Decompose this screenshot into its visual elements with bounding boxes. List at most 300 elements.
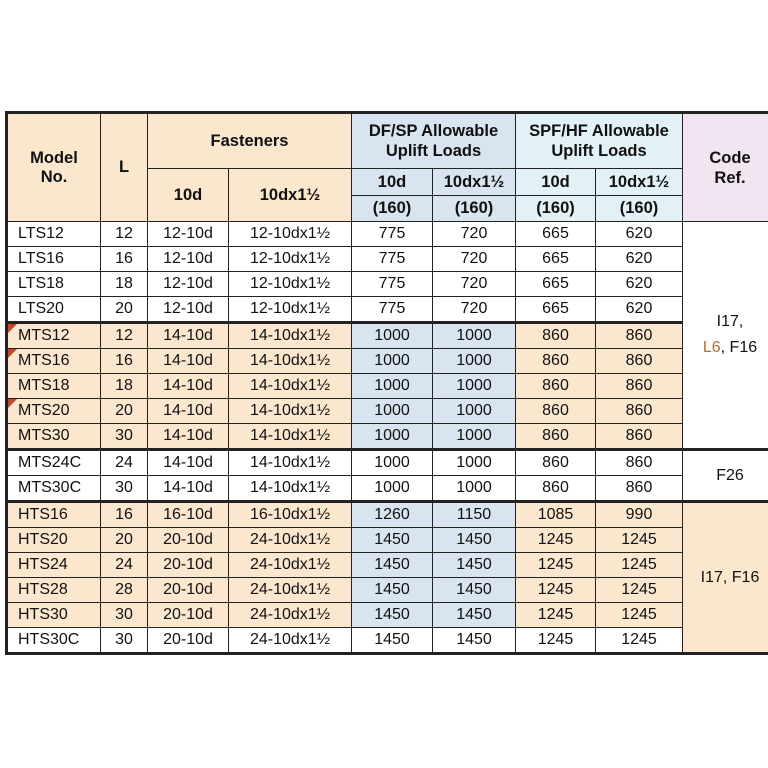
length-cell-text: 20 — [115, 300, 133, 317]
fastener-10d-cell-text: 20-10d — [163, 556, 213, 573]
header-df-10d: 10d — [352, 169, 433, 196]
df-10dx-load-cell-text: 1150 — [456, 506, 492, 523]
spf-10d-load-cell-text: 860 — [542, 427, 569, 444]
fastener-10dx-cell — [229, 349, 352, 374]
fastener-10dx-cell-text: 12-10dx1½ — [249, 275, 331, 292]
table-row — [7, 424, 768, 450]
fastener-10d-cell — [148, 349, 229, 374]
fastener-10d-cell-text: 14-10d — [163, 402, 213, 419]
spf-10dx-load-cell-text: 990 — [625, 506, 653, 523]
fastener-10d-cell — [148, 578, 229, 603]
df-10dx-load-cell — [433, 628, 516, 654]
model-cell — [7, 603, 101, 628]
spf-10d-load-cell-text: 860 — [542, 479, 569, 496]
fastener-10dx-cell-text: 14-10dx1½ — [249, 377, 331, 394]
table-row — [7, 349, 768, 374]
df-10dx-load-cell — [433, 399, 516, 424]
df-10d-load-cell — [352, 323, 433, 349]
fastener-10d-cell — [148, 222, 229, 247]
code-ref-f26: F26 — [716, 466, 744, 484]
header-fast-10d: 10d — [148, 169, 229, 222]
df-10dx-load-cell — [433, 603, 516, 628]
spf-10d-load-cell — [516, 450, 596, 476]
length-cell — [101, 603, 148, 628]
spf-10dx-load-cell — [596, 502, 683, 528]
header-code-ref: Code Ref. — [683, 113, 768, 222]
spf-10dx-load-cell — [596, 247, 683, 272]
model-cell-text: MTS30 — [18, 427, 70, 444]
length-cell-text: 18 — [115, 377, 133, 394]
table-row — [7, 222, 768, 247]
fastener-10dx-cell — [229, 399, 352, 424]
spf-10dx-load-cell-text: 620 — [625, 250, 653, 267]
fastener-10dx-cell — [229, 323, 352, 349]
df-10d-load-cell-text: 1450 — [374, 556, 410, 573]
length-cell — [101, 247, 148, 272]
new-product-marker-icon — [8, 324, 17, 333]
header-dfsp-loads: DF/SP Allowable Uplift Loads — [352, 113, 516, 169]
new-product-marker-icon — [8, 349, 17, 358]
df-10d-load-cell-text: 1000 — [374, 427, 410, 444]
table-row — [7, 502, 768, 528]
df-10dx-load-cell — [433, 272, 516, 297]
fastener-10d-cell-text: 12-10d — [163, 275, 213, 292]
header-length: L — [101, 113, 148, 222]
table-row — [7, 476, 768, 502]
table-row — [7, 247, 768, 272]
df-10d-load-cell-text: 775 — [378, 275, 406, 292]
spf-10d-load-cell — [516, 349, 596, 374]
fastener-10d-cell — [148, 450, 229, 476]
model-cell-text: HTS24 — [18, 556, 68, 573]
df-10d-load-cell-text: 1260 — [374, 506, 410, 523]
df-10dx-load-cell — [433, 502, 516, 528]
spf-10d-load-cell — [516, 374, 596, 399]
header-spfhf-loads: SPF/HF Allowable Uplift Loads — [516, 113, 683, 169]
spf-10d-load-cell-text: 665 — [542, 225, 569, 242]
model-cell-text: MTS30C — [18, 479, 82, 496]
fastener-10d-cell — [148, 424, 229, 450]
spf-10d-load-cell-text: 860 — [542, 377, 569, 394]
fastener-10dx-cell — [229, 272, 352, 297]
model-cell — [7, 578, 101, 603]
fastener-10dx-cell — [229, 578, 352, 603]
spf-10dx-load-cell-text: 620 — [625, 225, 653, 242]
spf-10d-load-cell — [516, 628, 596, 654]
spf-10dx-load-cell-text: 1245 — [621, 531, 657, 548]
spf-10d-load-cell — [516, 476, 596, 502]
length-cell-text: 30 — [115, 427, 133, 444]
fastener-10dx-cell — [229, 553, 352, 578]
length-cell-text: 12 — [115, 225, 133, 242]
df-10d-load-cell-text: 1450 — [374, 531, 410, 548]
spf-10dx-load-cell-text: 1245 — [621, 581, 657, 598]
length-cell-text: 24 — [115, 454, 133, 471]
table-row — [7, 450, 768, 476]
spf-10dx-load-cell-text: 860 — [625, 427, 653, 444]
model-cell — [7, 424, 101, 450]
df-10dx-load-cell — [433, 528, 516, 553]
spf-10d-load-cell — [516, 502, 596, 528]
spf-10dx-load-cell — [596, 628, 683, 654]
fastener-10d-cell — [148, 628, 229, 654]
spf-10dx-load-cell-text: 860 — [625, 327, 653, 344]
spf-10dx-load-cell — [596, 476, 683, 502]
length-cell-text: 12 — [115, 327, 133, 344]
spf-10d-load-cell-text: 1245 — [537, 531, 574, 548]
length-cell-text: 16 — [115, 352, 133, 369]
df-10dx-load-cell — [433, 424, 516, 450]
df-10dx-load-cell — [433, 578, 516, 603]
fastener-10d-cell — [148, 502, 229, 528]
spf-10dx-load-cell — [596, 272, 683, 297]
model-cell-text: MTS16 — [18, 352, 70, 369]
load-table-container — [5, 111, 768, 655]
header-fasteners: Fasteners — [148, 113, 352, 169]
spf-10d-load-cell — [516, 553, 596, 578]
df-10d-load-cell-text: 1450 — [374, 581, 410, 598]
spf-10dx-load-cell-text: 860 — [625, 454, 653, 471]
header-df-10dx-nail: (160) — [433, 196, 516, 222]
model-cell — [7, 528, 101, 553]
spf-10dx-load-cell — [596, 323, 683, 349]
length-cell — [101, 222, 148, 247]
df-10d-load-cell — [352, 476, 433, 502]
fastener-10d-cell — [148, 399, 229, 424]
fastener-10dx-cell-text: 14-10dx1½ — [249, 327, 331, 344]
fastener-10d-cell — [148, 297, 229, 323]
model-cell — [7, 297, 101, 323]
df-10dx-load-cell — [433, 323, 516, 349]
header-spf-10dx: 10dx1½ — [596, 169, 683, 196]
fastener-10dx-cell — [229, 424, 352, 450]
fastener-10d-cell-text: 14-10d — [163, 377, 213, 394]
fastener-10dx-cell — [229, 297, 352, 323]
code-ref-cell — [683, 222, 768, 450]
df-10dx-load-cell — [433, 476, 516, 502]
fastener-10d-cell-text: 12-10d — [163, 225, 213, 242]
header-spf-10dx-nail: (160) — [596, 196, 683, 222]
model-cell — [7, 222, 101, 247]
df-10d-load-cell — [352, 297, 433, 323]
df-10dx-load-cell-text: 1000 — [456, 352, 492, 369]
model-cell-text: LTS12 — [18, 225, 64, 242]
model-cell-text: HTS30C — [18, 631, 80, 648]
length-cell-text: 18 — [115, 275, 133, 292]
df-10d-load-cell — [352, 603, 433, 628]
spf-10d-load-cell — [516, 399, 596, 424]
df-10dx-load-cell-text: 1000 — [456, 377, 492, 394]
fastener-10d-cell-text: 20-10d — [163, 531, 213, 548]
spf-10d-load-cell-text: 1245 — [537, 606, 574, 623]
df-10d-load-cell — [352, 424, 433, 450]
spf-10d-load-cell — [516, 272, 596, 297]
fastener-10dx-cell-text: 14-10dx1½ — [249, 454, 331, 471]
model-cell — [7, 272, 101, 297]
df-10dx-load-cell-text: 1000 — [456, 454, 492, 471]
table-row — [7, 272, 768, 297]
model-cell — [7, 399, 101, 424]
length-cell — [101, 297, 148, 323]
df-10d-load-cell — [352, 553, 433, 578]
fastener-10dx-cell-text: 16-10dx1½ — [249, 506, 331, 523]
df-10d-load-cell — [352, 349, 433, 374]
new-product-marker-icon — [8, 399, 17, 408]
model-cell-text: LTS16 — [18, 250, 64, 267]
header-model: Model No. — [7, 113, 101, 222]
model-cell — [7, 450, 101, 476]
length-cell — [101, 323, 148, 349]
fastener-10d-cell — [148, 476, 229, 502]
uplift-load-table — [5, 111, 768, 655]
fastener-10dx-cell — [229, 528, 352, 553]
df-10dx-load-cell — [433, 222, 516, 247]
model-cell — [7, 323, 101, 349]
model-cell — [7, 476, 101, 502]
length-cell-text: 30 — [115, 479, 133, 496]
spf-10dx-load-cell — [596, 374, 683, 399]
df-10dx-load-cell — [433, 374, 516, 399]
fastener-10dx-cell-text: 14-10dx1½ — [249, 427, 331, 444]
header-spf-10d: 10d — [516, 169, 596, 196]
length-cell — [101, 528, 148, 553]
length-cell — [101, 476, 148, 502]
fastener-10dx-cell-text: 24-10dx1½ — [249, 531, 331, 548]
header-df-10dx: 10dx1½ — [433, 169, 516, 196]
fastener-10dx-cell — [229, 628, 352, 654]
fastener-10d-cell-text: 14-10d — [163, 479, 213, 496]
length-cell — [101, 424, 148, 450]
spf-10dx-load-cell — [596, 297, 683, 323]
df-10dx-load-cell-text: 1450 — [456, 581, 492, 598]
fastener-10dx-cell-text: 14-10dx1½ — [249, 402, 331, 419]
model-cell-text: MTS20 — [18, 402, 70, 419]
spf-10dx-load-cell — [596, 603, 683, 628]
spf-10d-load-cell — [516, 297, 596, 323]
spf-10d-load-cell-text: 860 — [542, 352, 569, 369]
spf-10dx-load-cell — [596, 528, 683, 553]
spf-10dx-load-cell — [596, 450, 683, 476]
spf-10dx-load-cell — [596, 553, 683, 578]
table-row — [7, 628, 768, 654]
table-row — [7, 399, 768, 424]
fastener-10dx-cell-text: 14-10dx1½ — [249, 352, 331, 369]
df-10dx-load-cell-text: 1000 — [456, 402, 492, 419]
table-row — [7, 553, 768, 578]
fastener-10d-cell-text: 14-10d — [163, 454, 213, 471]
df-10dx-load-cell — [433, 553, 516, 578]
df-10d-load-cell-text: 1000 — [374, 352, 410, 369]
model-cell-text: HTS20 — [18, 531, 68, 548]
df-10d-load-cell-text: 775 — [378, 225, 406, 242]
length-cell — [101, 628, 148, 654]
length-cell — [101, 399, 148, 424]
df-10d-load-cell-text: 1000 — [374, 377, 410, 394]
fastener-10dx-cell-text: 24-10dx1½ — [249, 606, 331, 623]
fastener-10d-cell — [148, 272, 229, 297]
fastener-10dx-cell-text: 12-10dx1½ — [249, 225, 331, 242]
spf-10d-load-cell — [516, 424, 596, 450]
fastener-10d-cell-text: 20-10d — [163, 581, 213, 598]
fastener-10dx-cell-text: 12-10dx1½ — [249, 300, 331, 317]
model-cell-text: HTS30 — [18, 606, 68, 623]
length-cell — [101, 272, 148, 297]
spf-10dx-load-cell-text: 860 — [625, 377, 653, 394]
code-ref-f16: , F16 — [720, 339, 758, 356]
df-10d-load-cell — [352, 272, 433, 297]
fastener-10dx-cell-text: 24-10dx1½ — [249, 631, 331, 648]
df-10d-load-cell — [352, 247, 433, 272]
spf-10d-load-cell-text: 860 — [542, 402, 569, 419]
spf-10d-load-cell-text: 1085 — [537, 506, 574, 523]
table-row — [7, 528, 768, 553]
fastener-10d-cell-text: 12-10d — [163, 250, 213, 267]
fastener-10dx-cell-text: 12-10dx1½ — [249, 250, 331, 267]
code-ref-i17: I17, — [716, 313, 744, 330]
df-10d-load-cell — [352, 578, 433, 603]
spf-10dx-load-cell-text: 1245 — [621, 606, 657, 623]
df-10d-load-cell-text: 775 — [378, 300, 406, 317]
model-cell — [7, 502, 101, 528]
fastener-10d-cell-text: 14-10d — [163, 327, 213, 344]
fastener-10dx-cell — [229, 502, 352, 528]
length-cell-text: 30 — [115, 631, 133, 648]
fastener-10d-cell-text: 14-10d — [163, 352, 213, 369]
length-cell — [101, 450, 148, 476]
table-row — [7, 297, 768, 323]
df-10dx-load-cell — [433, 247, 516, 272]
spf-10d-load-cell-text: 665 — [542, 275, 569, 292]
spf-10d-load-cell-text: 860 — [542, 454, 569, 471]
spf-10d-load-cell — [516, 578, 596, 603]
spf-10dx-load-cell — [596, 349, 683, 374]
fastener-10dx-cell — [229, 374, 352, 399]
df-10d-load-cell-text: 1450 — [374, 631, 410, 648]
model-cell-text: MTS24C — [18, 454, 82, 471]
table-row — [7, 603, 768, 628]
spf-10dx-load-cell-text: 620 — [625, 300, 653, 317]
model-cell-text: LTS18 — [18, 275, 64, 292]
model-cell — [7, 349, 101, 374]
length-cell — [101, 553, 148, 578]
fastener-10d-cell-text: 20-10d — [163, 631, 213, 648]
df-10d-load-cell — [352, 374, 433, 399]
header-spf-10d-nail: (160) — [516, 196, 596, 222]
fastener-10dx-cell — [229, 450, 352, 476]
df-10dx-load-cell-text: 1450 — [456, 531, 492, 548]
length-cell — [101, 578, 148, 603]
code-ref-l6: L6 — [702, 339, 721, 356]
model-cell-text: LTS20 — [18, 300, 64, 317]
fastener-10d-cell — [148, 528, 229, 553]
spf-10dx-load-cell-text: 620 — [625, 275, 653, 292]
df-10dx-load-cell-text: 1450 — [456, 631, 492, 648]
df-10d-load-cell-text: 1000 — [374, 327, 410, 344]
spf-10dx-load-cell — [596, 424, 683, 450]
table-row — [7, 374, 768, 399]
spf-10dx-load-cell-text: 1245 — [621, 631, 657, 648]
spf-10d-load-cell-text: 1245 — [537, 581, 574, 598]
length-cell-text: 30 — [115, 606, 133, 623]
spf-10dx-load-cell-text: 860 — [625, 352, 653, 369]
df-10dx-load-cell-text: 1450 — [456, 606, 492, 623]
df-10dx-load-cell-text: 1000 — [456, 427, 492, 444]
fastener-10d-cell — [148, 553, 229, 578]
code-ref-cell — [683, 450, 768, 502]
spf-10d-load-cell-text: 665 — [542, 300, 569, 317]
header-fast-10dx: 10dx1½ — [229, 169, 352, 222]
spf-10dx-load-cell — [596, 222, 683, 247]
fastener-10d-cell-text: 16-10d — [163, 506, 213, 523]
spf-10dx-load-cell-text: 860 — [625, 402, 653, 419]
header-df-10d-nail: (160) — [352, 196, 433, 222]
fastener-10d-cell — [148, 323, 229, 349]
df-10dx-load-cell — [433, 450, 516, 476]
model-cell — [7, 247, 101, 272]
df-10d-load-cell-text: 775 — [378, 250, 406, 267]
length-cell-text: 16 — [115, 250, 133, 267]
spf-10d-load-cell-text: 665 — [542, 250, 569, 267]
df-10dx-load-cell-text: 720 — [460, 250, 488, 267]
fastener-10dx-cell — [229, 222, 352, 247]
fastener-10d-cell — [148, 374, 229, 399]
code-ref-i17-f16: I17, F16 — [700, 568, 760, 586]
df-10d-load-cell — [352, 628, 433, 654]
model-cell-text: HTS16 — [18, 506, 68, 523]
spf-10d-load-cell — [516, 222, 596, 247]
length-cell-text: 28 — [115, 581, 133, 598]
fastener-10d-cell-text: 12-10d — [163, 300, 213, 317]
df-10dx-load-cell-text: 720 — [460, 300, 488, 317]
code-ref-cell — [683, 502, 768, 654]
fastener-10dx-cell-text: 24-10dx1½ — [249, 556, 331, 573]
df-10dx-load-cell-text: 1000 — [456, 479, 492, 496]
fastener-10dx-cell — [229, 476, 352, 502]
length-cell — [101, 349, 148, 374]
df-10d-load-cell — [352, 528, 433, 553]
spf-10d-load-cell — [516, 323, 596, 349]
fastener-10d-cell — [148, 603, 229, 628]
model-cell-text: MTS12 — [18, 327, 70, 344]
fastener-10d-cell — [148, 247, 229, 272]
spf-10d-load-cell-text: 1245 — [537, 556, 574, 573]
df-10d-load-cell-text: 1450 — [374, 606, 410, 623]
spf-10d-load-cell-text: 860 — [542, 327, 569, 344]
fastener-10d-cell-text: 14-10d — [163, 427, 213, 444]
df-10d-load-cell — [352, 399, 433, 424]
length-cell — [101, 502, 148, 528]
length-cell-text: 16 — [115, 506, 133, 523]
df-10dx-load-cell-text: 1000 — [456, 327, 492, 344]
spf-10d-load-cell-text: 1245 — [537, 631, 574, 648]
spf-10dx-load-cell — [596, 578, 683, 603]
df-10dx-load-cell — [433, 297, 516, 323]
spf-10dx-load-cell-text: 1245 — [621, 556, 657, 573]
df-10dx-load-cell-text: 720 — [460, 225, 488, 242]
model-cell — [7, 628, 101, 654]
df-10dx-load-cell-text: 720 — [460, 275, 488, 292]
length-cell-text: 24 — [115, 556, 133, 573]
model-cell — [7, 553, 101, 578]
df-10dx-load-cell — [433, 349, 516, 374]
table-row — [7, 578, 768, 603]
fastener-10dx-cell-text: 24-10dx1½ — [249, 581, 331, 598]
table-row — [7, 323, 768, 349]
fastener-10dx-cell — [229, 247, 352, 272]
df-10dx-load-cell-text: 1450 — [456, 556, 492, 573]
df-10d-load-cell — [352, 450, 433, 476]
fastener-10d-cell-text: 20-10d — [163, 606, 213, 623]
